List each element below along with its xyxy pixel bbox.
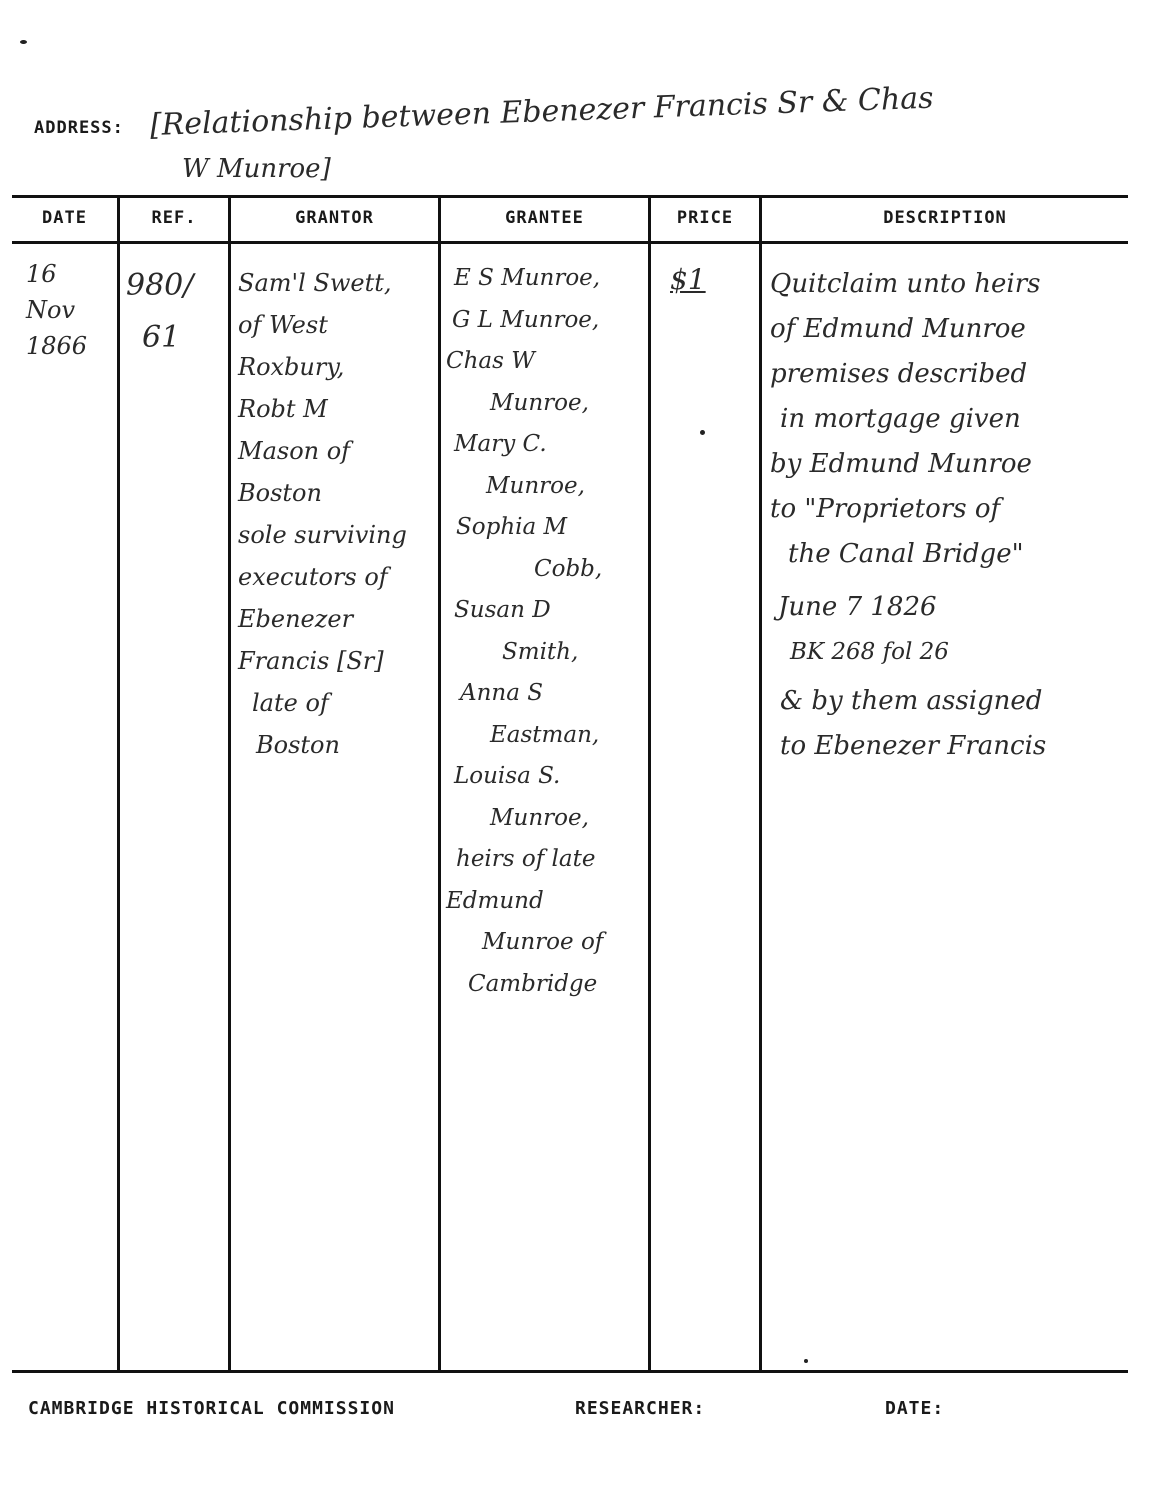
- grantee-line: Sophia M: [456, 514, 568, 540]
- column-divider-grantor-grantee: [438, 197, 441, 1372]
- grantor-line: Roxbury,: [238, 353, 345, 381]
- entry-date-month: Nov: [26, 296, 76, 324]
- grantor-line: late of: [252, 689, 329, 717]
- entry-grantee: [446, 258, 603, 1005]
- column-divider-ref-grantor: [228, 197, 231, 1372]
- address-value-line2: W Munroe]: [182, 154, 331, 184]
- grantee-line: Munroe of: [482, 929, 604, 955]
- grantee-line: Susan D: [454, 597, 551, 623]
- grantee-line: Cobb,: [534, 555, 603, 582]
- grantor-line: Robt M: [238, 395, 328, 423]
- entry-date: [26, 256, 87, 364]
- column-divider-price-description: [759, 197, 762, 1372]
- column-header-ref: REF.: [151, 208, 197, 228]
- column-header-grantor: GRANTOR: [295, 208, 374, 228]
- grantor-line: Sam'l Swett,: [238, 269, 392, 297]
- grantee-line: Anna S: [460, 680, 544, 706]
- description-line: & by them assigned: [780, 686, 1043, 716]
- entry-description: [770, 262, 1046, 769]
- description-line: of Edmund Munroe: [770, 314, 1026, 344]
- footer-date-label: DATE:: [885, 1398, 945, 1419]
- description-line: the Canal Bridge": [788, 539, 1024, 569]
- grantor-line: executors of: [238, 563, 388, 591]
- grantee-line: E S Munroe,: [454, 265, 601, 291]
- grantor-line: Francis [Sr]: [238, 647, 384, 675]
- description-line: to "Proprietors of: [770, 494, 1001, 524]
- table-header-rule: [12, 241, 1128, 244]
- grantee-line: Munroe,: [490, 804, 589, 831]
- entry-ref: [126, 260, 193, 364]
- entry-price: [670, 260, 706, 300]
- entry-ref-page: 61: [142, 320, 181, 355]
- grantee-line: Cambridge: [468, 970, 598, 997]
- grantor-line: of West: [238, 311, 328, 339]
- grantee-line: Chas W: [446, 348, 535, 374]
- description-line: premises described: [770, 359, 1028, 389]
- commission-name: CAMBRIDGE HISTORICAL COMMISSION: [28, 1398, 395, 1419]
- grantor-line: Ebenezer: [238, 605, 354, 633]
- address-label: ADDRESS:: [34, 118, 124, 138]
- stray-dot: [700, 430, 705, 435]
- grantee-line: Eastman,: [490, 721, 600, 748]
- column-header-price: PRICE: [676, 208, 734, 228]
- column-header-date: DATE: [42, 208, 87, 228]
- description-line: to Ebenezer Francis: [780, 731, 1047, 761]
- stray-mark: [20, 40, 27, 44]
- researcher-label: RESEARCHER:: [575, 1398, 706, 1419]
- grantee-line: Munroe,: [486, 472, 585, 499]
- entry-ref-book: 980/: [126, 268, 194, 303]
- grantor-line: Boston: [256, 731, 340, 759]
- stray-dot: [804, 1359, 808, 1363]
- column-header-description: DESCRIPTION: [883, 208, 1007, 228]
- entry-date-day: 16: [26, 260, 57, 288]
- price-value: $1: [670, 263, 706, 296]
- column-divider-date-ref: [117, 197, 120, 1372]
- column-header-grantee: GRANTEE: [505, 208, 584, 228]
- description-line: in mortgage given: [780, 404, 1021, 434]
- entry-date-year: 1866: [26, 332, 88, 360]
- grantee-line: Edmund: [446, 887, 544, 914]
- grantee-line: G L Munroe,: [452, 306, 600, 333]
- grantee-line: Mary C.: [454, 431, 547, 457]
- grantee-line: Smith,: [502, 638, 579, 665]
- column-divider-grantee-price: [648, 197, 651, 1372]
- description-line: Quitclaim unto heirs: [770, 269, 1041, 299]
- grantor-line: Boston: [238, 479, 322, 507]
- table-bottom-rule: [12, 1370, 1128, 1373]
- description-line: by Edmund Munroe: [770, 449, 1032, 479]
- grantee-line: Munroe,: [490, 389, 589, 416]
- grantee-line: heirs of late: [456, 846, 596, 872]
- description-line: BK 268 fol 26: [790, 639, 949, 665]
- entry-grantor: [238, 262, 407, 766]
- description-line: June 7 1826: [778, 592, 937, 622]
- table-top-rule: [12, 195, 1128, 198]
- grantor-line: sole surviving: [238, 521, 407, 549]
- address-value-line1: [Relationship between Ebenezer Francis Sr & Chas: [149, 80, 935, 143]
- grantor-line: Mason of: [238, 437, 351, 465]
- grantee-line: Louisa S.: [454, 763, 561, 789]
